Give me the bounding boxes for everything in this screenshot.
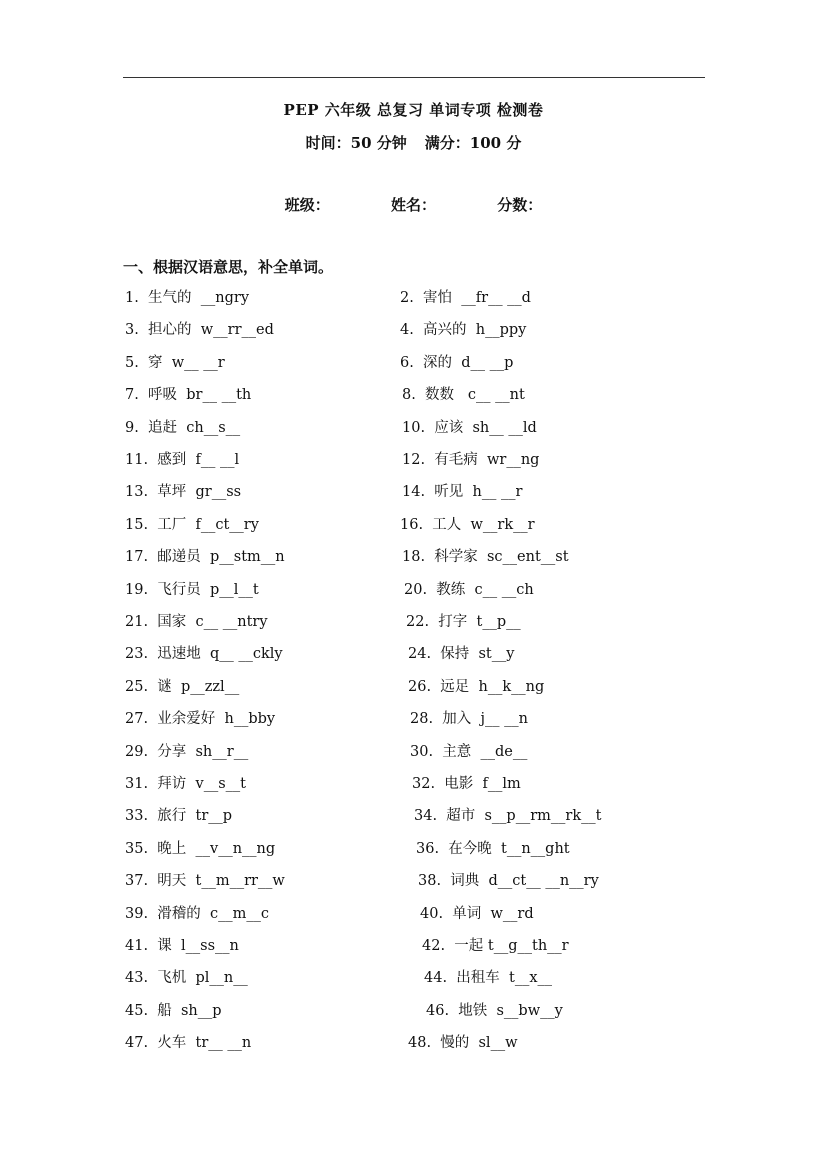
question-item: 37. 明天 t__m__rr__w <box>125 873 285 889</box>
question-item: 13. 草坪 gr__ss <box>125 484 242 500</box>
question-item: 48. 慢的 sl__w <box>408 1035 518 1051</box>
page-title: PEP 六年级 总复习 单词专项 检测卷 <box>283 101 544 119</box>
question-item: 30. 主意 __de__ <box>410 744 528 760</box>
question-item: 25. 谜 p__zzl__ <box>125 679 240 695</box>
question-item: 27. 业余爱好 h__bby <box>125 711 276 727</box>
question-item: 12. 有毛病 wr__ng <box>402 452 540 468</box>
question-item: 36. 在今晚 t__n__ght <box>416 841 570 857</box>
question-item: 43. 飞机 pl__n__ <box>125 970 248 986</box>
question-item: 5. 穿 w__ __r <box>125 355 225 371</box>
question-item: 19. 飞行员 p__l__t <box>125 582 259 598</box>
question-item: 11. 感到 f__ __l <box>125 452 240 468</box>
question-item: 16. 工人 w__rk__r <box>400 517 535 533</box>
question-item: 39. 滑稽的 c__m__c <box>125 906 269 922</box>
question-item: 34. 超市 s__p__rm__rk__t <box>414 808 602 824</box>
question-item: 45. 船 sh__p <box>125 1003 222 1019</box>
question-item: 4. 高兴的 h__ppy <box>400 322 527 338</box>
question-item: 38. 词典 d__ct__ __n__ry <box>418 873 599 889</box>
question-item: 6. 深的 d__ __p <box>400 355 514 371</box>
question-item: 3. 担心的 w__rr__ed <box>125 322 274 338</box>
question-item: 22. 打字 t__p__ <box>406 614 521 630</box>
question-item: 47. 火车 tr__ __n <box>125 1035 252 1051</box>
question-item: 23. 迅速地 q__ __ckly <box>125 646 283 662</box>
question-item: 44. 出租车 t__x__ <box>424 970 553 986</box>
question-item: 17. 邮递员 p__stm__n <box>125 549 285 565</box>
question-item: 35. 晚上 __v__n__ng <box>125 841 276 857</box>
question-item: 46. 地铁 s__bw__y <box>426 1003 563 1019</box>
question-item: 9. 追赶 ch__s__ <box>125 420 241 436</box>
question-item: 18. 科学家 sc__ent__st <box>402 549 569 565</box>
question-item: 7. 呼吸 br__ __th <box>125 387 252 403</box>
time-label: 时间：50 分钟 <box>305 134 407 152</box>
class-label: 班级： <box>284 196 330 214</box>
question-item: 42. 一起 t__g__th__r <box>422 938 569 954</box>
question-item: 41. 课 l__ss__n <box>125 938 239 954</box>
question-item: 31. 拜访 v__s__t <box>125 776 246 792</box>
section-title: 一、根据汉语意思，补全单词。 <box>123 258 334 276</box>
name-label: 姓名： <box>390 196 436 214</box>
question-item: 14. 听见 h__ __r <box>402 484 523 500</box>
question-item: 15. 工厂 f__ct__ry <box>125 517 259 533</box>
question-item: 32. 电影 f__lm <box>412 776 521 792</box>
question-item: 24. 保持 st__y <box>408 646 515 662</box>
full-score-label: 满分：100 分 <box>424 134 522 152</box>
question-item: 1. 生气的 __ngry <box>125 290 250 306</box>
question-item: 10. 应该 sh__ __ld <box>402 420 537 436</box>
question-item: 20. 教练 c__ __ch <box>404 582 534 598</box>
question-item: 29. 分享 sh__r__ <box>125 744 249 760</box>
question-item: 2. 害怕 __fr__ __d <box>400 290 531 306</box>
score-label: 分数： <box>497 196 543 214</box>
question-item: 40. 单词 w__rd <box>420 906 534 922</box>
question-item: 26. 远足 h__k__ng <box>408 679 545 695</box>
question-item: 33. 旅行 tr__p <box>125 808 233 824</box>
question-item: 21. 国家 c__ __ntry <box>125 614 268 630</box>
question-item: 8. 数数 c__ __nt <box>402 387 525 403</box>
question-item: 28. 加入 j__ __n <box>410 711 528 727</box>
